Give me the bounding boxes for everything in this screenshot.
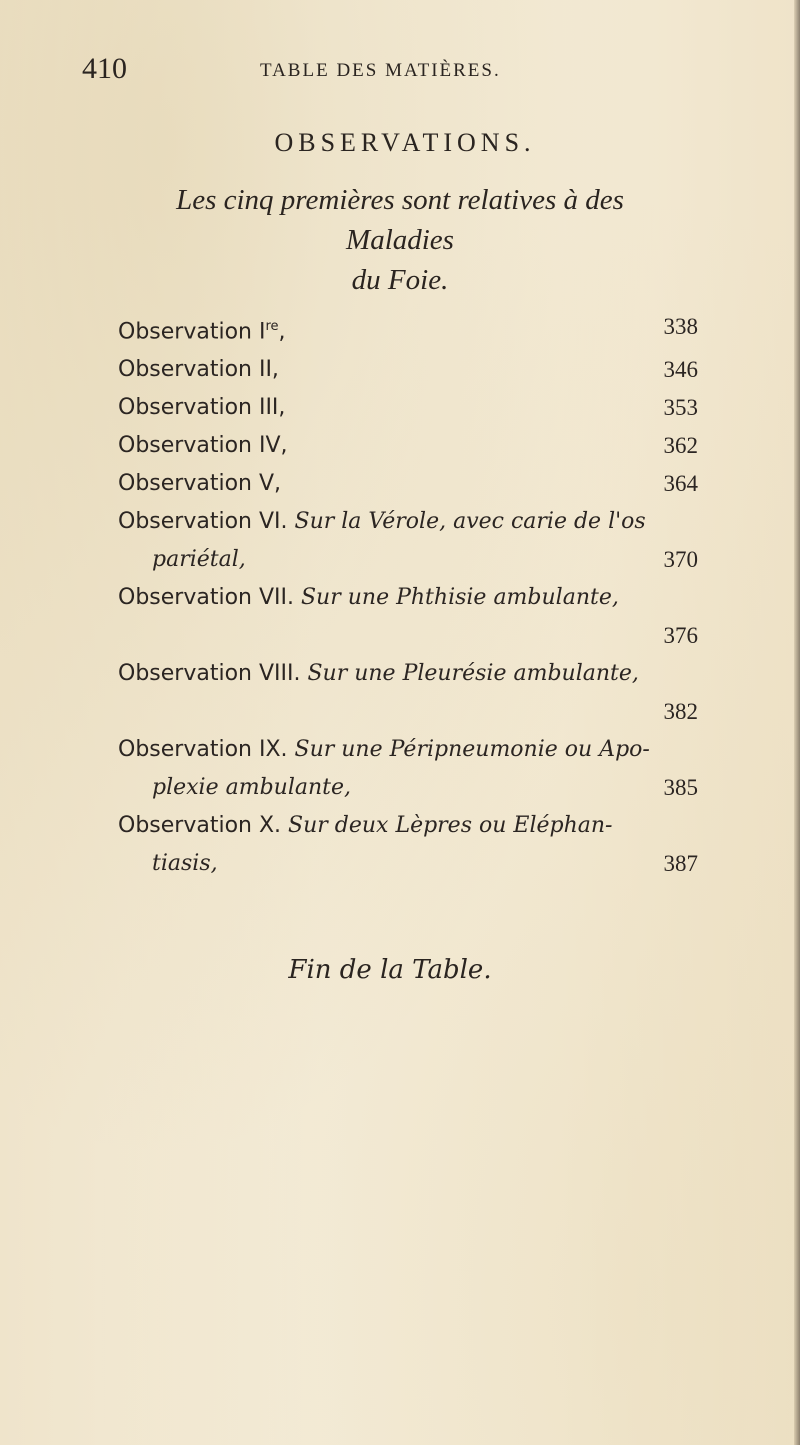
- entry-page-ref: 387: [663, 851, 698, 877]
- end-note: Fin de la Table.: [288, 955, 492, 985]
- entry-label: Observation VIII.: [118, 661, 301, 687]
- entry-page-ref: 346: [663, 357, 698, 383]
- entry-page-ref: 370: [663, 547, 698, 573]
- entry-label: Observation IX.: [118, 737, 288, 763]
- entry-label: Observation VII.: [118, 585, 294, 611]
- list-item-observation-5: [118, 465, 698, 503]
- entry-continuation: [118, 617, 698, 655]
- entry-continuation: plexie ambulante,: [152, 775, 351, 801]
- entry-page-ref: 353: [663, 395, 698, 421]
- list-item-observation-9: [118, 731, 698, 807]
- entry-suffix: ,: [278, 319, 286, 345]
- entry-label: Observation II,: [118, 357, 279, 383]
- list-item-observation-4: [118, 427, 698, 465]
- entry-description: Sur la Vérole, avec carie de l'os: [294, 509, 646, 535]
- entry-continuation: [118, 693, 698, 731]
- section-subtitle: [120, 180, 680, 300]
- subtitle-line-1: Les cinq premières sont relatives à des Maladies: [176, 184, 624, 256]
- page-edge-shadow: [794, 0, 800, 1445]
- entry-description: Sur deux Lèpres ou Eléphan-: [288, 813, 613, 839]
- running-head: [82, 52, 682, 92]
- page-number: 410: [82, 52, 127, 85]
- entry-superscript: re: [265, 319, 279, 334]
- observation-list: [118, 308, 698, 883]
- entry-page-ref: 362: [663, 433, 698, 459]
- entry-label: Observation III,: [118, 395, 286, 421]
- entry-label: Observation X.: [118, 813, 282, 839]
- list-item-observation-7: [118, 579, 698, 655]
- entry-page-ref: 376: [663, 623, 698, 649]
- entry-page-ref: 382: [663, 699, 698, 725]
- entry-label: Observation VI.: [118, 509, 288, 535]
- section-title: OBSERVATIONS.: [274, 128, 536, 157]
- entry-page-ref: 364: [663, 471, 698, 497]
- entry-page-ref: 385: [663, 775, 698, 801]
- entry-description: Sur une Phthisie ambulante,: [300, 585, 619, 611]
- entry-description: Sur une Péripneumonie ou Apo-: [294, 737, 650, 763]
- entry-label: Observation I: [118, 319, 266, 345]
- subtitle-line-2: du Foie.: [351, 264, 449, 296]
- list-item-observation-3: [118, 389, 698, 427]
- list-item-observation-6: [118, 503, 698, 579]
- list-item-observation-8: [118, 655, 698, 731]
- running-title: TABLE DES MATIÈRES.: [260, 60, 501, 81]
- entry-label: Observation IV,: [118, 433, 288, 459]
- entry-page-ref: 338: [663, 314, 698, 339]
- list-item-observation-1: [118, 308, 698, 351]
- list-item-observation-10: [118, 807, 698, 883]
- entry-description: Sur une Pleurésie ambulante,: [307, 661, 639, 687]
- entry-continuation: pariétal,: [152, 547, 246, 573]
- entry-label: Observation V,: [118, 471, 282, 497]
- list-item-observation-2: [118, 351, 698, 389]
- entry-continuation: tiasis,: [152, 851, 218, 877]
